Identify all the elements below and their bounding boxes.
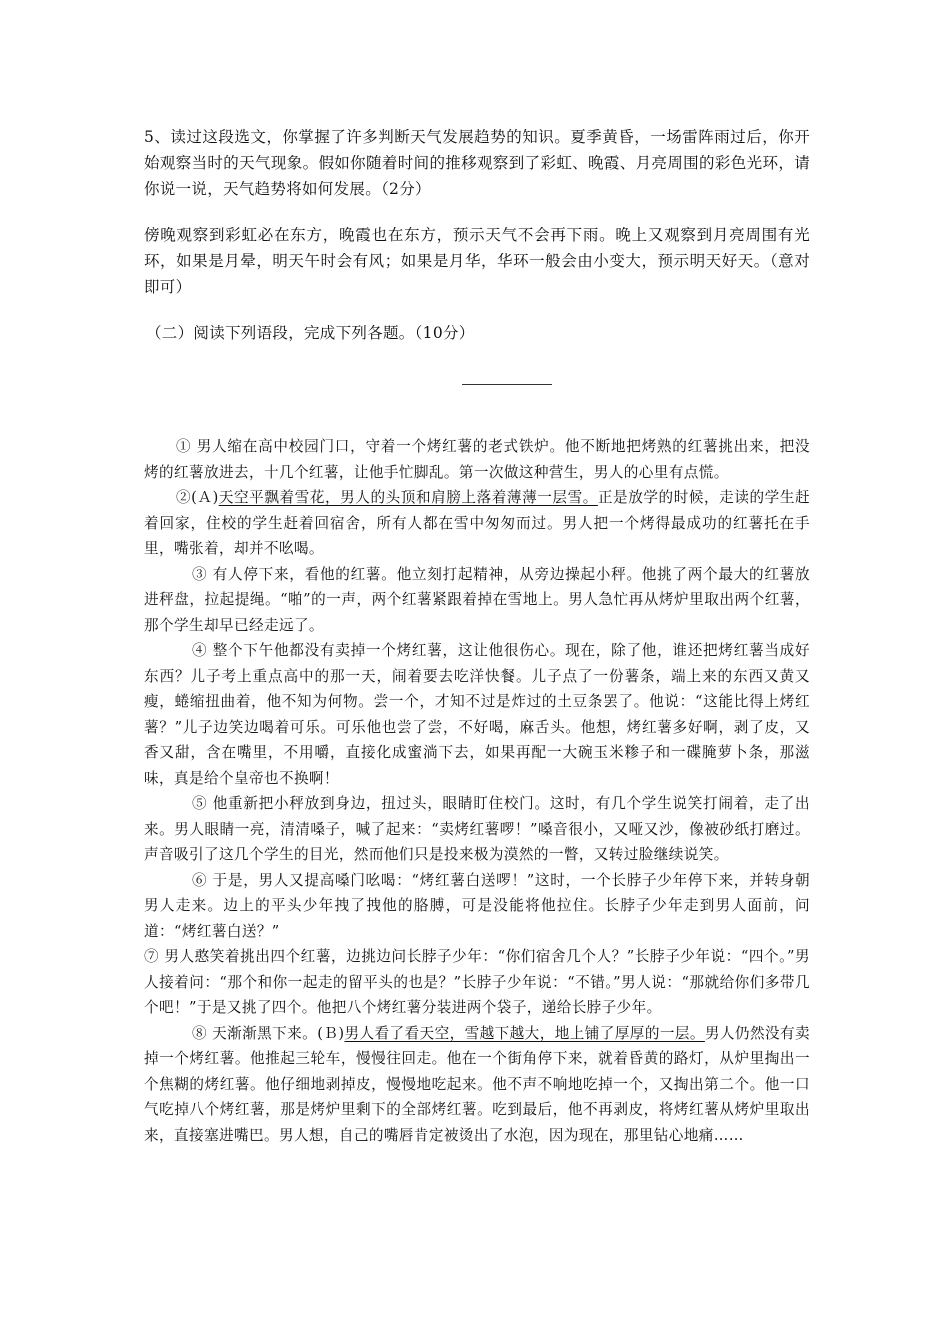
paragraph-8-rest: 男人仍然没有卖掉一个烤红薯。他推起三轮车，慢慢往回走。他在一个街角停下来，就着昏黄的路灯，从炉里掏出一个焦糊的烤红薯。他仔细地剥掉皮，慢慢地吃起来。他不声不响地吃掉一个，又掏出第二个。他一口气吃掉八个烤红薯，那是烤炉里剩下的全部烤红薯。吃到最后，他不再剥皮，将烤红薯从烤炉里取出来，直接塞进嘴巴。男人想，自己的嘴唇肯定被烫出了水泡，因为现在，那里钻心地痛…… <box>144 1024 810 1144</box>
paragraph-1: ① 男人缩在高中校园门口，守着一个烤红薯的老式铁炉。他不断地把烤熟的红薯挑出来，把没烤的红薯放进去，十几个红薯，让他手忙脚乱。第一次做这种营生，男人的心里有点慌。 <box>144 438 810 481</box>
paragraph-7: ⑦ 男人憨笑着挑出四个红薯，边挑边问长脖子少年：“你们宿舍几个人？”长脖子少年说：“四个。”男人接着问：“那个和你一起走的留平头的也是？”长脖子少年说：“不错。”男人说：“那就给你们多带几个吧！”于是又挑了四个。他把八个烤红薯分装进两个袋子，递给长脖子少年。 <box>144 948 810 1016</box>
paragraph-8-prefix: ⑧ 天渐渐黑下来。(Ｂ) <box>192 1024 345 1042</box>
section-2-heading: （二）阅读下列语段，完成下列各题。（10分） <box>146 324 475 342</box>
answer-5: 傍晚观察到彩虹必在东方，晚霞也在东方，预示天气不会再下雨。晚上又观察到月亮周围有光环，如果是月晕，明天午时会有风；如果是月华，华环一般会由小变大，预示明天好天。（意对即可） <box>144 226 810 296</box>
underlined-sentence-a: 天空平飘着雪花，男人的头顶和肩膀上落着薄薄一层雪。 <box>218 489 598 506</box>
paragraph-6: ⑥ 于是，男人又提高嗓门吆喝：“烤红薯白送啰！”这时，一个长脖子少年停下来，并转身朝男人走来。边上的平头少年拽了拽他的胳膊，可是没能将他拉住。长脖子少年走到男人面前，问道：“烤红薯白送？” <box>144 871 810 940</box>
divider-line <box>462 384 552 385</box>
paragraph-8 <box>144 1021 810 1149</box>
paragraph-2 <box>144 485 810 562</box>
paragraph-3: ③ 有人停下来，看他的红薯。他立刻打起精神，从旁边操起小秤。他挑了两个最大的红薯放进秤盘，拉起提绳。“啪”的一声，两个红薯紧跟着掉在雪地上。男人急忙再从烤炉里取出两个红薯，那个学生却早已经走远了。 <box>144 565 810 634</box>
question-5: 5、读过这段选文，你掌握了许多判断天气发展趋势的知识。夏季黄昏，一场雷阵雨过后，你开始观察当时的天气现象。假如你随着时间的推移观察到了彩虹、晚霞、月亮周围的彩色光环，请你说一说，天气趋势将如何发展。（2分） <box>144 128 810 198</box>
paragraph-2-rest: 正是放学的时候，走读的学生赶着回家，住校的学生赶着回宿舍，所有人都在雪中匆匆而过。男人把一个烤得最成功的红薯托在手里，嘴张着，却并不吆喝。 <box>144 489 810 557</box>
paragraph-5: ⑤ 他重新把小秤放到身边，扭过头，眼睛盯住校门。这时，有几个学生说笑打闹着，走了出来。男人眼睛一亮，清清嗓子，喊了起来：“卖烤红薯啰！”嗓音很小，又哑又沙，像被砂纸打磨过。声音吸引了这几个学生的目光，然而他们只是投来极为漠然的一瞥，又转过脸继续说笑。 <box>144 795 810 863</box>
paragraph-4: ④ 整个下午他都没有卖掉一个烤红薯，这让他很伤心。现在，除了他，谁还把烤红薯当成好东西？儿子考上重点高中的那一天，闹着要去吃洋快餐。儿子点了一份薯条，端上来的东西又黄又瘦，蜷缩扭曲着，他不知为何物。尝一个，才知不过是炸过的土豆条罢了。他说：“这能比得上烤红薯？”儿子边笑边喝着可乐。可乐他也尝了尝，不好喝，麻舌头。他想，烤红薯多好啊，剥了皮，又香又甜，含在嘴里，不用嚼，直接化成蜜淌下去，如果再配一大碗玉米糁子和一碟腌萝卜条，那滋味，真是给个皇帝也不换啊！ <box>144 642 810 787</box>
underlined-sentence-b: 男人看了看天空，雪越下越大，地上铺了厚厚的一层。 <box>344 1024 705 1042</box>
reading-passage <box>144 434 810 1148</box>
marker-a: ②(Ａ) <box>176 489 219 506</box>
